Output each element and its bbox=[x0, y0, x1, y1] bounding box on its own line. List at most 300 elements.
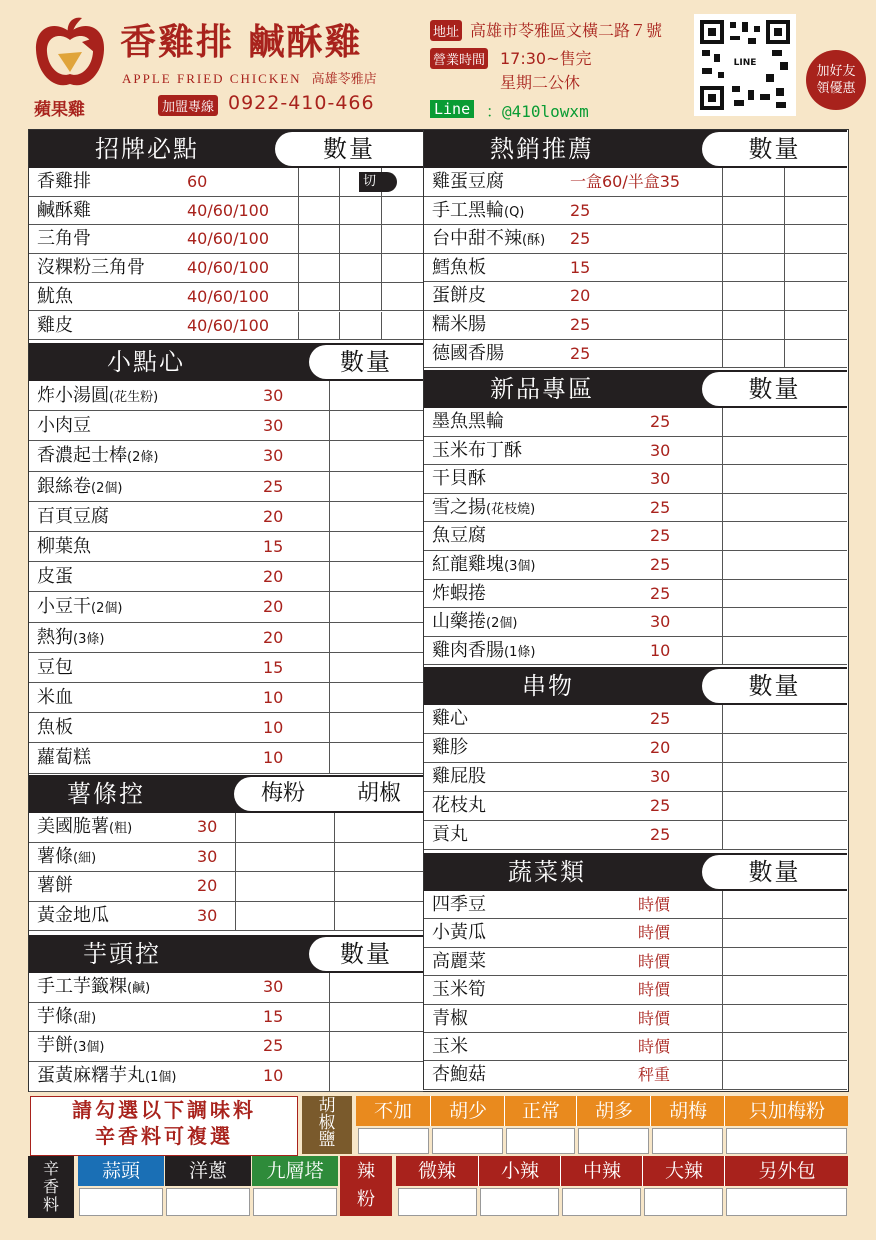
signature-qty-box[interactable] bbox=[381, 197, 382, 225]
snacks-row bbox=[29, 381, 423, 411]
spice-option-2[interactable]: 九層塔 bbox=[252, 1156, 338, 1186]
skewers-item-name: 花枝丸 bbox=[432, 795, 486, 816]
new-item-name: 山藥捲(2個) bbox=[432, 611, 518, 633]
snacks-qty-box[interactable] bbox=[329, 653, 330, 682]
snacks-item-name: 小豆干(2個) bbox=[37, 596, 123, 618]
fries-row bbox=[29, 872, 423, 902]
fries-item-note: (粗) bbox=[109, 821, 133, 836]
fries-row bbox=[29, 843, 423, 873]
new-item-name: 墨魚黑輪 bbox=[432, 411, 504, 432]
chili-tag bbox=[340, 1156, 392, 1216]
hot-qty-box[interactable] bbox=[722, 168, 723, 196]
friend-line-2: 領優惠 bbox=[816, 81, 856, 96]
new-title: 新品專區 bbox=[490, 375, 594, 403]
veg-row bbox=[424, 919, 847, 947]
closed-day: 星期二公休 bbox=[500, 73, 581, 92]
fries-item-price: 30 bbox=[197, 846, 218, 866]
seasoning-line-1: 請勾選以下調味料 bbox=[72, 1098, 256, 1122]
snacks-qty-box[interactable] bbox=[329, 562, 330, 591]
hot-item-name: 手工黑輪(Q) bbox=[432, 199, 525, 221]
pepper-option-2[interactable]: 正常 bbox=[504, 1096, 577, 1126]
skewers-qty-box[interactable] bbox=[722, 705, 723, 733]
spice-checkbox-0[interactable] bbox=[79, 1188, 163, 1216]
skewers-item-name: 雞屁股 bbox=[432, 766, 486, 787]
hotline-tag: 加盟專線 bbox=[158, 95, 218, 116]
store-name: 高雄苓雅店 bbox=[311, 72, 377, 87]
snacks-item-name: 銀絲卷(2個) bbox=[37, 475, 123, 497]
snacks-item-price: 10 bbox=[263, 718, 284, 738]
fries-qty-box[interactable] bbox=[235, 843, 236, 872]
snacks-header bbox=[29, 343, 423, 381]
hot-qty-box[interactable] bbox=[722, 197, 723, 225]
hot-qty-box[interactable] bbox=[784, 197, 785, 225]
snacks-item-name: 香濃起士棒(2條) bbox=[37, 445, 159, 467]
chili-options bbox=[396, 1156, 848, 1186]
taro-item-note: (甜) bbox=[73, 1010, 97, 1026]
hours: 17:30~售完 bbox=[500, 49, 592, 68]
hot-row bbox=[424, 254, 847, 283]
brand-en-text: APPLE FRIED CHICKEN bbox=[122, 71, 302, 86]
skewers-row bbox=[424, 734, 847, 763]
signature-item-name: 鹹酥雞 bbox=[37, 199, 91, 221]
spice-option-0[interactable]: 蒜頭 bbox=[78, 1156, 164, 1186]
veg-qty-header: 數量 bbox=[702, 855, 847, 889]
taro-qty-box[interactable] bbox=[329, 1003, 330, 1032]
signature-qty-box[interactable] bbox=[339, 225, 340, 253]
new-row bbox=[424, 494, 847, 523]
new-row bbox=[424, 608, 847, 637]
taro-qty-header: 數量 bbox=[309, 937, 423, 971]
new-item-price: 25 bbox=[650, 412, 671, 431]
new-qty-box[interactable] bbox=[722, 637, 723, 665]
taro-item-price: 25 bbox=[263, 1036, 284, 1056]
fries-item-price: 30 bbox=[197, 817, 218, 836]
line-id: ：@410lowxm bbox=[486, 102, 589, 121]
hot-qty-box[interactable] bbox=[722, 225, 723, 253]
hot-qty-box[interactable] bbox=[722, 340, 723, 368]
seasoning-line-2: 辛香料可複選 bbox=[95, 1124, 233, 1148]
chili-option-4[interactable]: 另外包 bbox=[724, 1156, 849, 1186]
snacks-qty-box[interactable] bbox=[329, 502, 330, 531]
hot-item-name: 雞蛋豆腐 bbox=[432, 171, 504, 192]
fries-qty-box[interactable] bbox=[235, 813, 236, 842]
skewers-row bbox=[424, 821, 847, 850]
snacks-item-price: 15 bbox=[263, 537, 284, 556]
skewers-qty-header: 數量 bbox=[702, 669, 847, 703]
new-item-price: 25 bbox=[650, 497, 671, 517]
snacks-item-name: 蘿蔔糕 bbox=[37, 747, 91, 769]
signature-item-price: 60 bbox=[187, 172, 208, 191]
snacks-item-price: 10 bbox=[263, 748, 284, 768]
new-item-name: 干貝酥 bbox=[432, 468, 486, 490]
snacks-qty-box[interactable] bbox=[329, 472, 330, 501]
new-row bbox=[424, 437, 847, 466]
pepper-option-3[interactable]: 胡多 bbox=[576, 1096, 651, 1126]
hot-qty-box[interactable] bbox=[722, 311, 723, 339]
new-qty-box[interactable] bbox=[722, 608, 723, 636]
veg-item-name: 四季豆 bbox=[432, 894, 486, 915]
veg-item-price: 時價 bbox=[638, 980, 671, 1000]
brand-title: 香雞排 鹹酥雞 bbox=[120, 21, 363, 63]
snacks-qty-box[interactable] bbox=[329, 592, 330, 621]
veg-item-price: 時價 bbox=[638, 951, 671, 971]
signature-qty-box[interactable] bbox=[381, 225, 382, 253]
chili-option-0[interactable]: 微辣 bbox=[417, 1160, 456, 1182]
spice-option-1[interactable]: 洋蔥 bbox=[165, 1156, 251, 1186]
snacks-item-name: 小肉豆 bbox=[37, 415, 91, 437]
hot-qty-box[interactable] bbox=[722, 282, 723, 310]
veg-item-name: 高麗菜 bbox=[432, 950, 486, 972]
signature-qty-box[interactable] bbox=[298, 254, 299, 282]
snacks-row bbox=[29, 653, 423, 683]
hot-qty-box[interactable] bbox=[784, 168, 785, 196]
snacks-row bbox=[29, 411, 423, 441]
veg-row bbox=[424, 1061, 847, 1089]
snacks-row bbox=[29, 743, 423, 773]
skewers-item-price: 25 bbox=[650, 825, 671, 844]
snacks-title: 小點心 bbox=[107, 348, 185, 376]
chili-checkbox-4[interactable] bbox=[726, 1188, 847, 1216]
new-qty-box[interactable] bbox=[722, 551, 723, 579]
snacks-row bbox=[29, 441, 423, 471]
taro-item-price: 15 bbox=[263, 1006, 284, 1026]
qr-label: LINE bbox=[733, 58, 757, 68]
new-item-price: 10 bbox=[650, 640, 671, 660]
hot-qty-box[interactable] bbox=[784, 282, 785, 310]
new-item-price: 30 bbox=[650, 469, 671, 489]
new-item-name: 紅龍雞塊(3個) bbox=[432, 554, 536, 575]
hours-tag: 營業時間 bbox=[430, 48, 488, 69]
fries-col-1: 胡椒 bbox=[356, 781, 401, 806]
taro-item-note: (鹹) bbox=[127, 981, 151, 996]
snacks-item-price: 20 bbox=[263, 597, 284, 617]
new-row bbox=[424, 580, 847, 609]
snacks-item-price: 20 bbox=[263, 506, 284, 526]
taro-qty-box[interactable] bbox=[329, 973, 330, 1002]
hot-row bbox=[424, 282, 847, 311]
snacks-item-note: (2個) bbox=[91, 480, 123, 496]
skewers-item-name: 雞心 bbox=[432, 708, 468, 729]
taro-title: 芋頭控 bbox=[83, 940, 161, 968]
fries-qty-box[interactable] bbox=[334, 843, 335, 872]
chili-option-3[interactable]: 大辣 bbox=[642, 1156, 725, 1186]
seasoning-instructions bbox=[30, 1096, 298, 1156]
fries-row bbox=[29, 813, 423, 843]
veg-row bbox=[424, 1005, 847, 1033]
snacks-qty-box[interactable] bbox=[329, 683, 330, 712]
signature-row bbox=[29, 312, 423, 341]
snacks-row bbox=[29, 562, 423, 592]
qr-code[interactable] bbox=[694, 14, 796, 116]
signature-row bbox=[29, 225, 423, 254]
hot-header bbox=[424, 130, 847, 168]
fries-qty-box[interactable] bbox=[334, 872, 335, 901]
snacks-item-name: 豆包 bbox=[37, 656, 73, 678]
snacks-item-price: 15 bbox=[263, 657, 284, 677]
pepper-option-0[interactable]: 不加 bbox=[373, 1100, 412, 1122]
hot-item-note: (酥) bbox=[522, 233, 546, 249]
taro-header bbox=[29, 935, 423, 973]
veg-item-price: 時價 bbox=[638, 923, 671, 943]
skewers-item-price: 25 bbox=[650, 709, 671, 728]
snacks-qty-box[interactable] bbox=[329, 411, 330, 440]
taro-row bbox=[29, 1003, 423, 1033]
pepper-checkbox-4[interactable] bbox=[652, 1128, 723, 1154]
new-row bbox=[424, 551, 847, 580]
fries-header bbox=[29, 775, 423, 813]
cut-option[interactable]: 切 bbox=[359, 172, 397, 192]
skewers-qty-box[interactable] bbox=[722, 792, 723, 820]
skewers-title: 串物 bbox=[522, 672, 574, 700]
snacks-row bbox=[29, 592, 423, 622]
taro-item-price: 30 bbox=[263, 977, 284, 996]
signature-item-price: 40/60/100 bbox=[187, 315, 270, 335]
veg-row bbox=[424, 1033, 847, 1061]
pepper-checkbox-2[interactable] bbox=[506, 1128, 575, 1154]
veg-item-name: 玉米筍 bbox=[432, 979, 486, 1001]
signature-qty-box[interactable] bbox=[381, 254, 382, 282]
taro-item-note: (3個) bbox=[73, 1040, 105, 1056]
fries-item-name: 薯餅 bbox=[37, 875, 73, 896]
veg-qty-box[interactable] bbox=[722, 948, 723, 975]
pepper-checkbox-0[interactable] bbox=[358, 1128, 429, 1154]
snacks-item-note: (3條) bbox=[73, 631, 105, 647]
snacks-item-name: 熱狗(3條) bbox=[37, 626, 105, 648]
new-item-price: 30 bbox=[650, 440, 671, 460]
signature-row bbox=[29, 197, 423, 226]
fries-qty-box[interactable] bbox=[334, 813, 335, 842]
hot-item-name: 台中甜不辣(酥) bbox=[432, 228, 546, 250]
chili-checkbox-2[interactable] bbox=[562, 1188, 641, 1216]
new-item-price: 25 bbox=[650, 583, 671, 603]
chili-checkbox-1[interactable] bbox=[480, 1188, 559, 1216]
signature-title: 招牌必點 bbox=[95, 135, 199, 163]
snacks-row bbox=[29, 713, 423, 743]
line-tag: Line bbox=[430, 100, 474, 118]
signature-item-name: 三角骨 bbox=[37, 228, 91, 250]
hot-row bbox=[424, 197, 847, 226]
skewers-item-name: 貢丸 bbox=[432, 824, 468, 845]
signature-header bbox=[29, 130, 423, 168]
veg-item-name: 玉米 bbox=[432, 1036, 468, 1057]
hot-qty-box[interactable] bbox=[784, 340, 785, 368]
veg-row bbox=[424, 948, 847, 976]
new-row bbox=[424, 522, 847, 551]
signature-qty-box[interactable] bbox=[381, 312, 382, 340]
snacks-qty-box[interactable] bbox=[329, 532, 330, 561]
hotline-number: 0922-410-466 bbox=[228, 92, 375, 114]
new-row bbox=[424, 408, 847, 437]
veg-item-price: 時價 bbox=[638, 1037, 671, 1056]
skewers-item-name: 雞胗 bbox=[432, 737, 468, 758]
fries-col-0: 梅粉 bbox=[260, 781, 305, 806]
taro-item-name: 手工芋籤粿(鹹) bbox=[37, 976, 151, 997]
address-tag: 地址 bbox=[430, 20, 462, 41]
signature-qty-box[interactable] bbox=[298, 197, 299, 225]
hot-row bbox=[424, 311, 847, 340]
signature-item-name: 沒粿粉三角骨 bbox=[37, 257, 145, 279]
taro-row bbox=[29, 1062, 423, 1092]
hot-qty-box[interactable] bbox=[784, 254, 785, 282]
new-qty-box[interactable] bbox=[722, 408, 723, 436]
signature-qty-box[interactable] bbox=[298, 225, 299, 253]
new-qty-box[interactable] bbox=[722, 580, 723, 608]
new-item-name: 炸蝦捲 bbox=[432, 582, 486, 604]
chili-checkbox-3[interactable] bbox=[644, 1188, 723, 1216]
hot-qty-header: 數量 bbox=[702, 132, 847, 166]
hot-item-price: 25 bbox=[570, 343, 591, 363]
fries-qty-box[interactable] bbox=[235, 902, 236, 931]
snacks-item-name: 炸小湯圓(花生粉) bbox=[37, 385, 159, 406]
pepper-option-4[interactable]: 胡梅 bbox=[650, 1096, 725, 1126]
hot-item-name: 糯米腸 bbox=[432, 314, 486, 335]
chili-checkbox-0[interactable] bbox=[398, 1188, 477, 1216]
hot-item-price: 15 bbox=[570, 257, 591, 277]
signature-qty-box[interactable] bbox=[298, 283, 299, 311]
skewers-row bbox=[424, 792, 847, 821]
snacks-qty-box[interactable] bbox=[329, 743, 330, 772]
snacks-qty-box[interactable] bbox=[329, 713, 330, 742]
pepper-option-5[interactable]: 只加梅粉 bbox=[724, 1096, 849, 1126]
snacks-qty-box[interactable] bbox=[329, 441, 330, 470]
snacks-qty-box[interactable] bbox=[329, 381, 330, 410]
fries-item-note: (細) bbox=[73, 850, 97, 866]
brand-english bbox=[122, 68, 377, 87]
hot-row bbox=[424, 168, 847, 197]
new-qty-box[interactable] bbox=[722, 437, 723, 465]
new-qty-header: 數量 bbox=[702, 372, 847, 406]
hot-row bbox=[424, 225, 847, 254]
taro-item-name: 蛋黃麻糬芋丸(1個) bbox=[37, 1065, 177, 1087]
add-friend-badge[interactable] bbox=[806, 50, 866, 110]
skewers-qty-box[interactable] bbox=[722, 734, 723, 762]
signature-qty-box[interactable] bbox=[339, 168, 340, 196]
apple-logo bbox=[30, 12, 110, 92]
new-qty-box[interactable] bbox=[722, 494, 723, 522]
pepper-options bbox=[356, 1096, 848, 1126]
hot-item-price: 25 bbox=[570, 229, 591, 249]
new-item-note: (3個) bbox=[504, 559, 536, 574]
veg-qty-box[interactable] bbox=[722, 1061, 723, 1088]
new-qty-box[interactable] bbox=[722, 522, 723, 550]
signature-qty-box[interactable] bbox=[298, 168, 299, 196]
hot-qty-box[interactable] bbox=[784, 311, 785, 339]
taro-item-price: 10 bbox=[263, 1066, 284, 1086]
taro-qty-box[interactable] bbox=[329, 1032, 330, 1061]
veg-qty-box[interactable] bbox=[722, 919, 723, 946]
hot-item-price: 25 bbox=[570, 315, 591, 334]
fries-item-name: 薯條(細) bbox=[37, 845, 97, 867]
signature-item-name: 香雞排 bbox=[37, 171, 91, 192]
spice-label: 辛香料 bbox=[43, 1159, 60, 1214]
pepper-checkbox-5[interactable] bbox=[726, 1128, 847, 1154]
snacks-item-price: 25 bbox=[263, 476, 284, 496]
taro-item-name: 芋餅(3個) bbox=[37, 1035, 105, 1057]
signature-qty-box[interactable] bbox=[339, 197, 340, 225]
signature-qty-box[interactable] bbox=[339, 283, 340, 311]
veg-qty-box[interactable] bbox=[722, 891, 723, 918]
spice-checkbox-2[interactable] bbox=[253, 1188, 337, 1216]
signature-qty-box[interactable] bbox=[298, 312, 299, 340]
brand-chinese: 蘋果雞 bbox=[34, 100, 85, 120]
hot-qty-box[interactable] bbox=[784, 225, 785, 253]
snacks-qty-box[interactable] bbox=[329, 623, 330, 652]
veg-item-name: 杏鮑菇 bbox=[432, 1064, 486, 1086]
veg-item-name: 小黃瓜 bbox=[432, 922, 486, 944]
chili-option-2[interactable]: 中辣 bbox=[560, 1156, 643, 1186]
signature-row bbox=[29, 254, 423, 283]
signature-item-price: 40/60/100 bbox=[187, 286, 270, 306]
signature-qty-header: 數量 bbox=[275, 132, 423, 166]
taro-qty-box[interactable] bbox=[329, 1062, 330, 1091]
chili-option-1[interactable]: 小辣 bbox=[478, 1156, 561, 1186]
veg-qty-box[interactable] bbox=[722, 976, 723, 1003]
hot-row bbox=[424, 340, 847, 369]
snacks-item-price: 20 bbox=[263, 567, 284, 587]
hot-item-price: 25 bbox=[570, 200, 591, 220]
veg-row bbox=[424, 891, 847, 919]
hot-item-price: 一盒60/半盒35 bbox=[570, 172, 681, 191]
new-row bbox=[424, 637, 847, 666]
snacks-row bbox=[29, 683, 423, 713]
skewers-item-price: 30 bbox=[650, 767, 671, 786]
friend-line-1: 加好友 bbox=[816, 64, 856, 79]
fries-qty-box[interactable] bbox=[235, 872, 236, 901]
taro-item-note: (1個) bbox=[145, 1070, 177, 1086]
signature-item-name: 魷魚 bbox=[37, 285, 73, 307]
snacks-item-price: 10 bbox=[263, 688, 284, 707]
pepper-checkbox-3[interactable] bbox=[578, 1128, 649, 1154]
skewers-qty-box[interactable] bbox=[722, 821, 723, 849]
pepper-salt-label: 胡椒鹽 bbox=[318, 1096, 336, 1150]
hot-qty-box[interactable] bbox=[722, 254, 723, 282]
snacks-item-note: (花生粉) bbox=[109, 390, 159, 405]
signature-row bbox=[29, 283, 423, 312]
skewers-row bbox=[424, 763, 847, 792]
snacks-item-price: 30 bbox=[263, 386, 284, 405]
skewers-item-price: 25 bbox=[650, 796, 671, 815]
veg-header bbox=[424, 853, 847, 891]
new-item-note: (1條) bbox=[504, 644, 536, 660]
signature-qty-box[interactable] bbox=[339, 254, 340, 282]
veg-qty-box[interactable] bbox=[722, 1005, 723, 1032]
spice-checkbox-1[interactable] bbox=[166, 1188, 250, 1216]
new-item-name: 魚豆腐 bbox=[432, 525, 486, 547]
signature-item-price: 40/60/100 bbox=[187, 258, 270, 278]
fries-row bbox=[29, 902, 423, 932]
hot-item-name: 蛋餅皮 bbox=[432, 285, 486, 307]
snacks-item-price: 30 bbox=[263, 416, 284, 436]
fries-qty-box[interactable] bbox=[334, 902, 335, 931]
snacks-item-note: (2個) bbox=[91, 601, 123, 617]
signature-qty-box[interactable] bbox=[381, 283, 382, 311]
signature-item-name: 雞皮 bbox=[37, 314, 73, 336]
veg-qty-box[interactable] bbox=[722, 1033, 723, 1060]
skewers-qty-box[interactable] bbox=[722, 763, 723, 791]
hot-item-price: 20 bbox=[570, 286, 591, 306]
signature-row bbox=[29, 168, 423, 197]
pepper-salt-tag bbox=[302, 1096, 352, 1154]
fries-item-price: 20 bbox=[197, 876, 218, 895]
new-row bbox=[424, 465, 847, 494]
pepper-option-1[interactable]: 胡少 bbox=[430, 1096, 505, 1126]
new-qty-box[interactable] bbox=[722, 465, 723, 493]
snacks-item-name: 柳葉魚 bbox=[37, 536, 91, 557]
snacks-qty-header: 數量 bbox=[309, 345, 423, 379]
signature-qty-box[interactable] bbox=[339, 312, 340, 340]
pepper-checkbox-1[interactable] bbox=[432, 1128, 503, 1154]
new-item-note: (2個) bbox=[486, 616, 518, 632]
